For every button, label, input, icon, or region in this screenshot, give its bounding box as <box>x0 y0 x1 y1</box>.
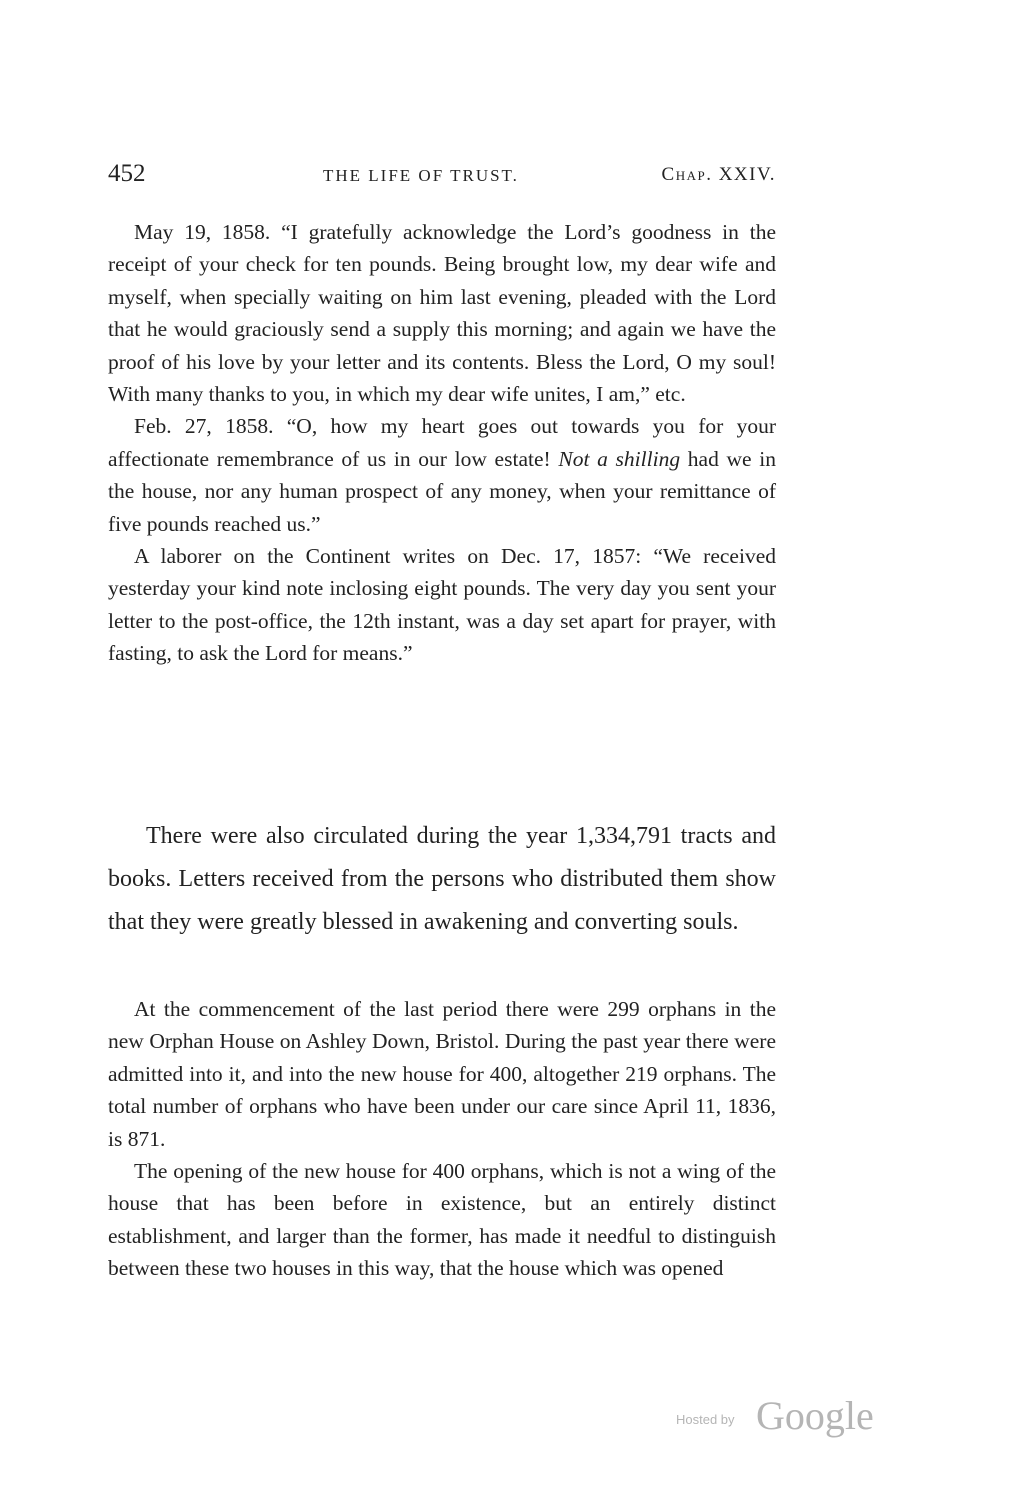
letter-text: had we in the house, nor any human prospect of any money, when your remittance of five pounds reached us.” <box>108 446 776 536</box>
report-paragraph: The opening of the new house for 400 orphans, which is not a wing of the house that has been before in existence, but an entirely distinct establishment, and larger than the former, has made it needful to distinguish between these two houses in this way, that the house which was opened <box>108 1159 776 1281</box>
letter-paragraph: May 19, 1858. “I gratefully acknowledge the Lord’s goodness in the receipt of your check for ten pounds. Being brought low, my dear wife and myself, when specially waiting on him last evening, pleaded with the Lord that he would graciously send a supply this morning; and again we have the proof of his love by your letter and its contents. Bless the Lord, O my soul! With many thanks to you, in which my dear wife unites, I am,” etc. <box>108 220 776 407</box>
running-title: THE LIFE OF TRUST. <box>323 166 519 185</box>
body-paragraph: There were also circulated during the year 1,334,791 tracts and books. Letters received from the persons who distributed them show that they were greatly blessed in awakening and converting souls. <box>108 823 776 935</box>
report-text <box>108 993 776 1285</box>
page-header <box>108 160 776 194</box>
page-number: 452 <box>108 160 146 187</box>
quoted-letters <box>108 216 776 670</box>
main-text <box>108 815 776 944</box>
letter-text: Feb. 27, 1858. “O, how my heart goes out towards you for your affectionate remembrance of us in our low estate! <box>108 414 776 471</box>
report-paragraph: At the commencement of the last period there were 299 orphans in the new Orphan House on Ashley Down, Bristol. During the past year there were admitted into it, and into the new house for 400, altogether 219 orphans. The total number of orphans who have been under our care since April 11, 1836, is 871. <box>108 997 776 1151</box>
watermark-prefix: Hosted by <box>676 1412 735 1427</box>
chapter-label: Chap. XXIV. <box>661 164 776 185</box>
emphasized-text: Not a shilling <box>558 446 681 471</box>
letter-paragraph: A laborer on the Continent writes on Dec. 17, 1857: “We received yesterday your kind note inclosing eight pounds. The very day you sent your letter to the post-office, the 12th instant, was a day set apart for prayer, with fasting, to ask the Lord for means.” <box>108 544 776 666</box>
letter-paragraph <box>108 410 776 540</box>
watermark-logo: Google <box>756 1393 874 1438</box>
google-watermark <box>676 1390 896 1440</box>
